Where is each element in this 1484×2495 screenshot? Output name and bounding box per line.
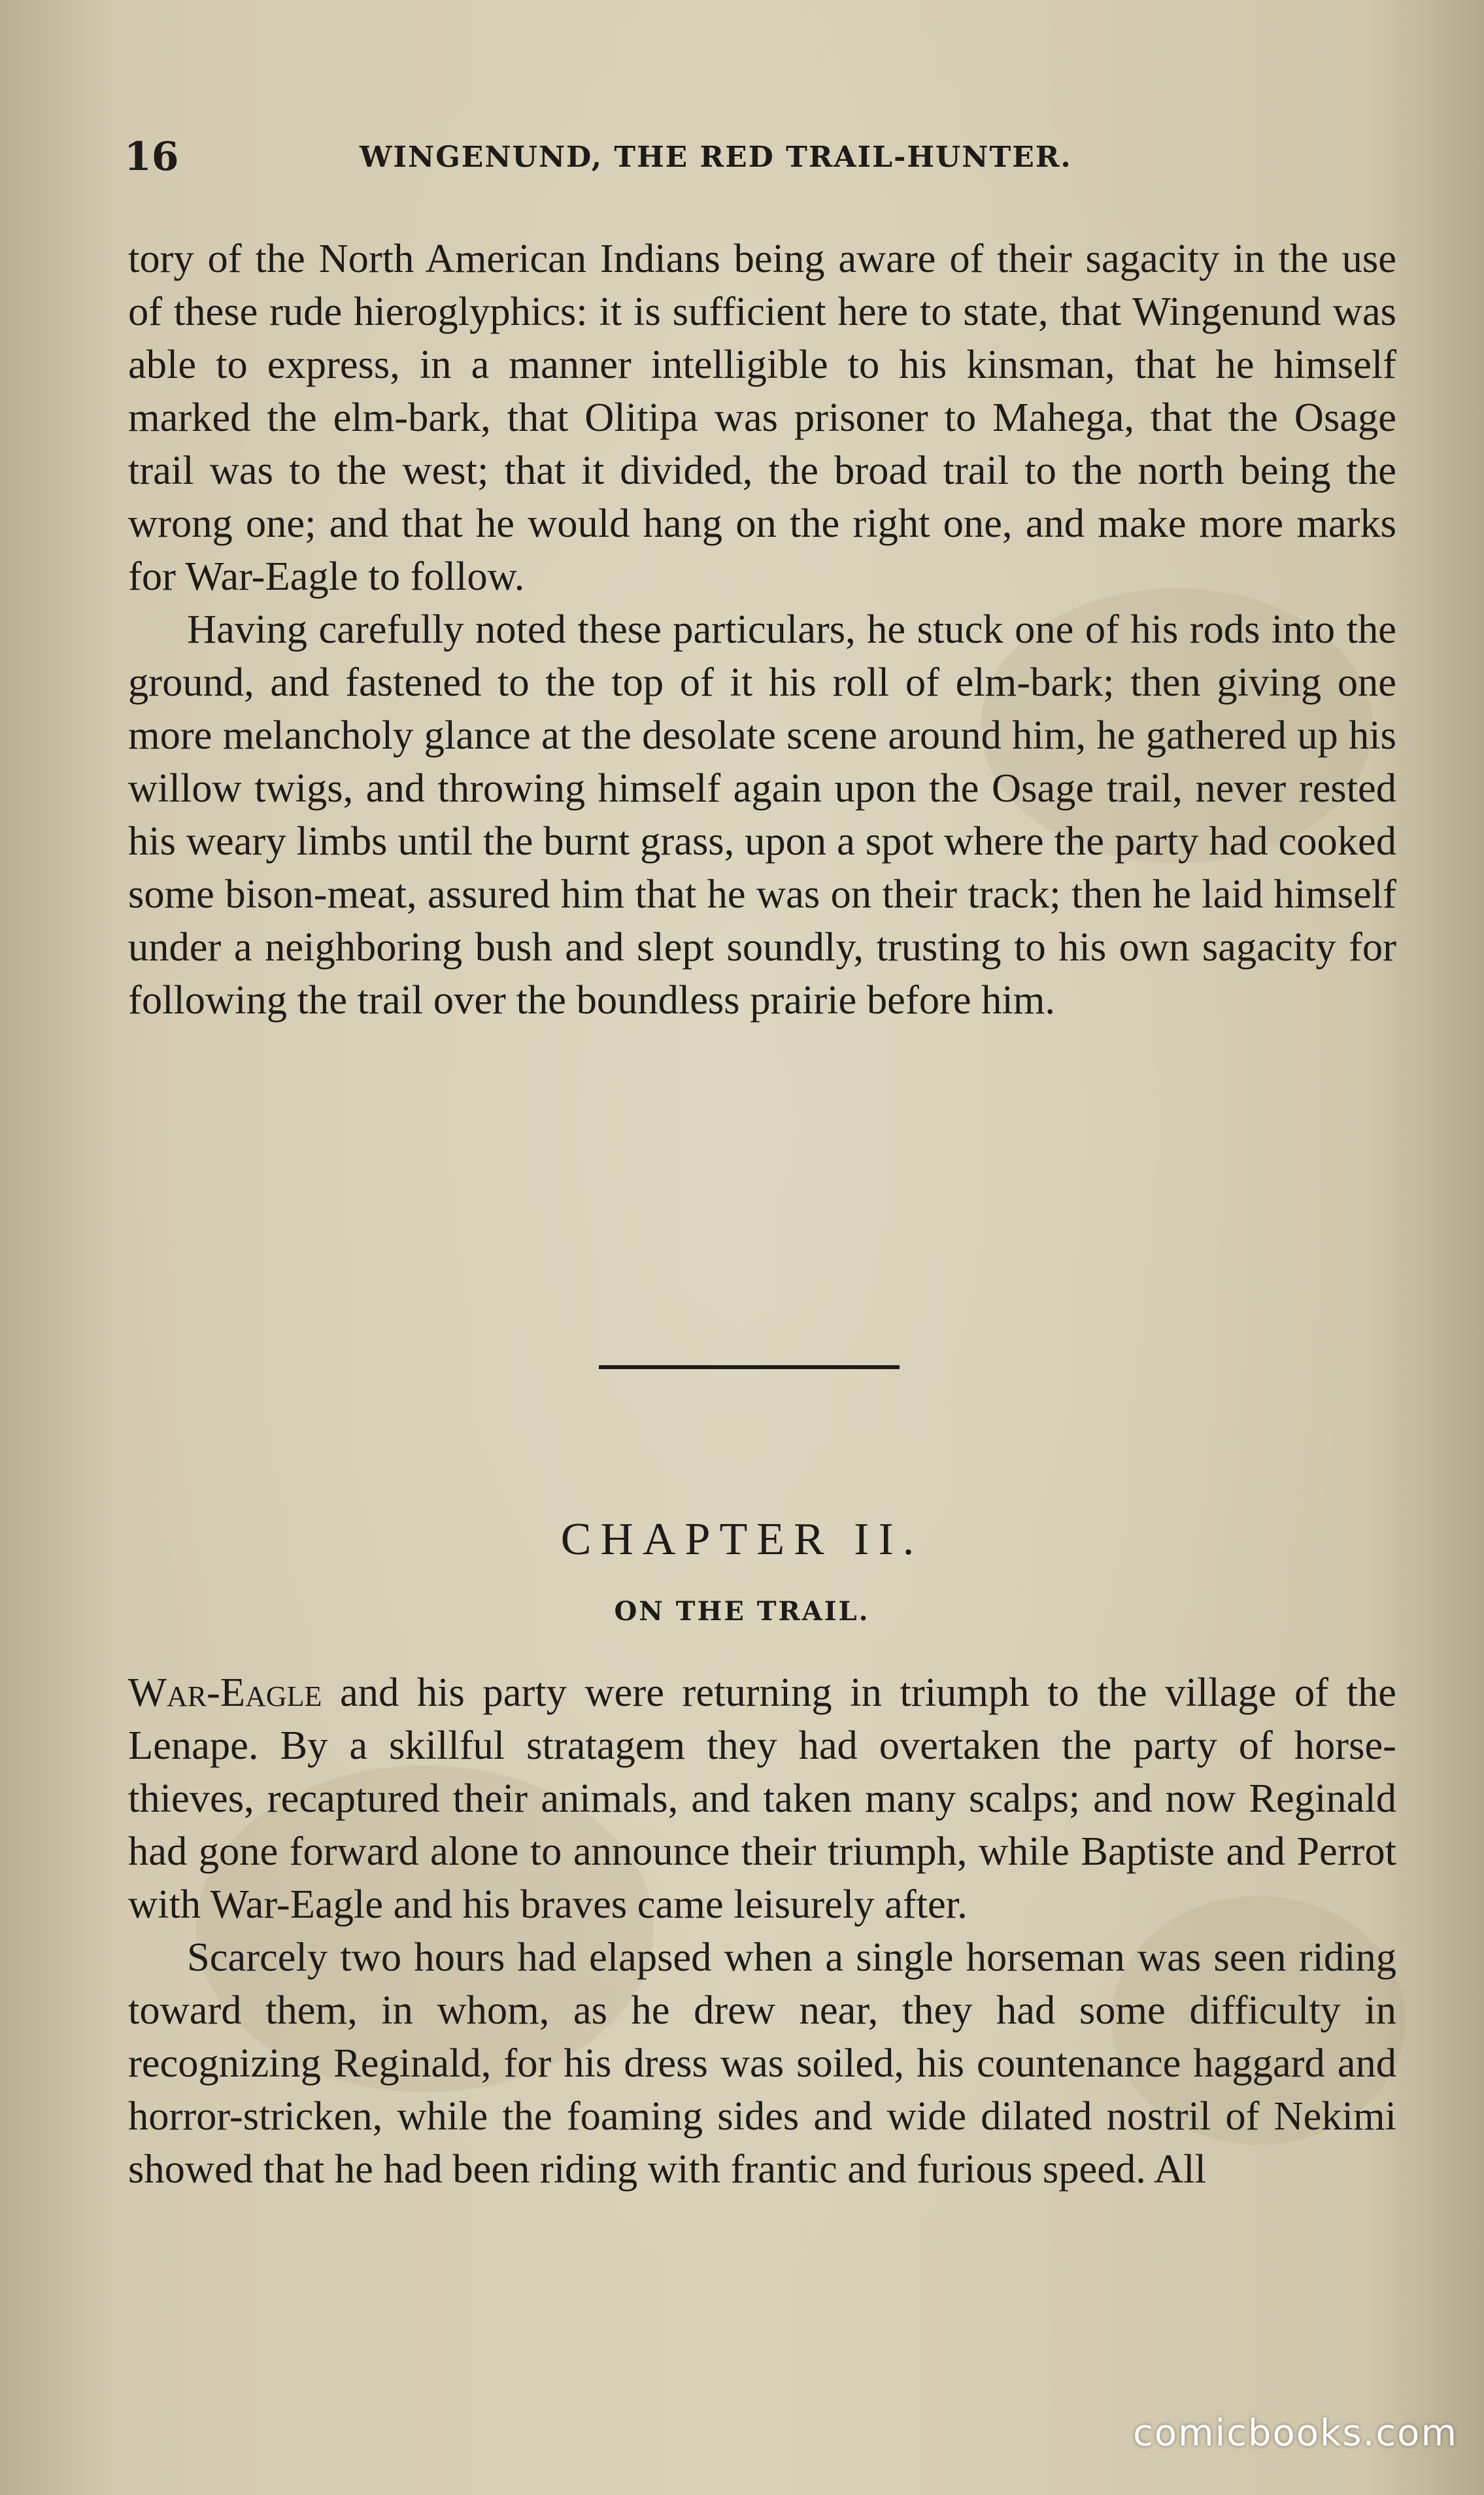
lead-in-smallcaps: War-Eagle [128,1669,322,1715]
page-header [124,134,1406,180]
chapter-title: CHAPTER II. [560,1514,924,1565]
chapter-subtitle: ON THE TRAIL. [614,1596,870,1627]
section-divider [599,1365,900,1369]
paragraph: Having carefully noted these particulars, he stuck one of his rods into the ground, and fastened to the top of it his roll of elm-bark; then giving one more melancholy glance at the desolate scene around him, he gathered up his willow twigs, and throwing himself again upon the Osage trail, never rested his weary limbs until the burnt grass, upon a spot where the party had cooked some bison-meat, assured him that he was on their track; then he laid himself under a neighboring bush and slept soundly, trusting to his own sagacity for following the trail over the boundless prairie before him. [128,606,1396,1023]
paragraph: Scarcely two hours had elapsed when a single horseman was seen riding toward them, in whom, as he drew near, they had some difficulty in recognizing Reginald, for his dress was soiled, his countenance haggard and horror-stricken, while the foaming sides and wide dilated nostril of Nekimi showed that he had been riding with frantic and furious speed. All [128,1934,1396,2192]
page-number: 16 [124,134,179,180]
running-head: WINGENUND, THE RED TRAIL-HUNTER. [360,141,1072,174]
paragraph-text: and his party were returning in triumph to the village of the Lenape. By a skillful stratagem they had overtaken the party of horse-thieves, recaptured their animals, and taken many scalps; and now Reginald had gone forward alone to announce their triumph, while Baptiste and Perrot with War-Eagle and his braves came leisurely after. [128,1669,1396,1927]
paragraph-continuation: tory of the North American Indians being aware of their sagacity in the use of these rude hieroglyphics: it is sufficient here to state, that Wingenund was able to express, in a manner intelligible to his kinsman, that he himself marked the elm-bark, that Olitipa was prisoner to Mahega, that the Osage trail was to the west; that it divided, the broad trail to the north being the wrong one; and that he would hang on the right one, and make more marks for War-Eagle to follow. [128,235,1396,599]
chapter-opening-paragraph [128,1666,1396,1931]
watermark: comicbooks.com [1132,2412,1458,2454]
body-text-bottom [128,1666,1396,2196]
body-text-top [128,232,1396,1027]
